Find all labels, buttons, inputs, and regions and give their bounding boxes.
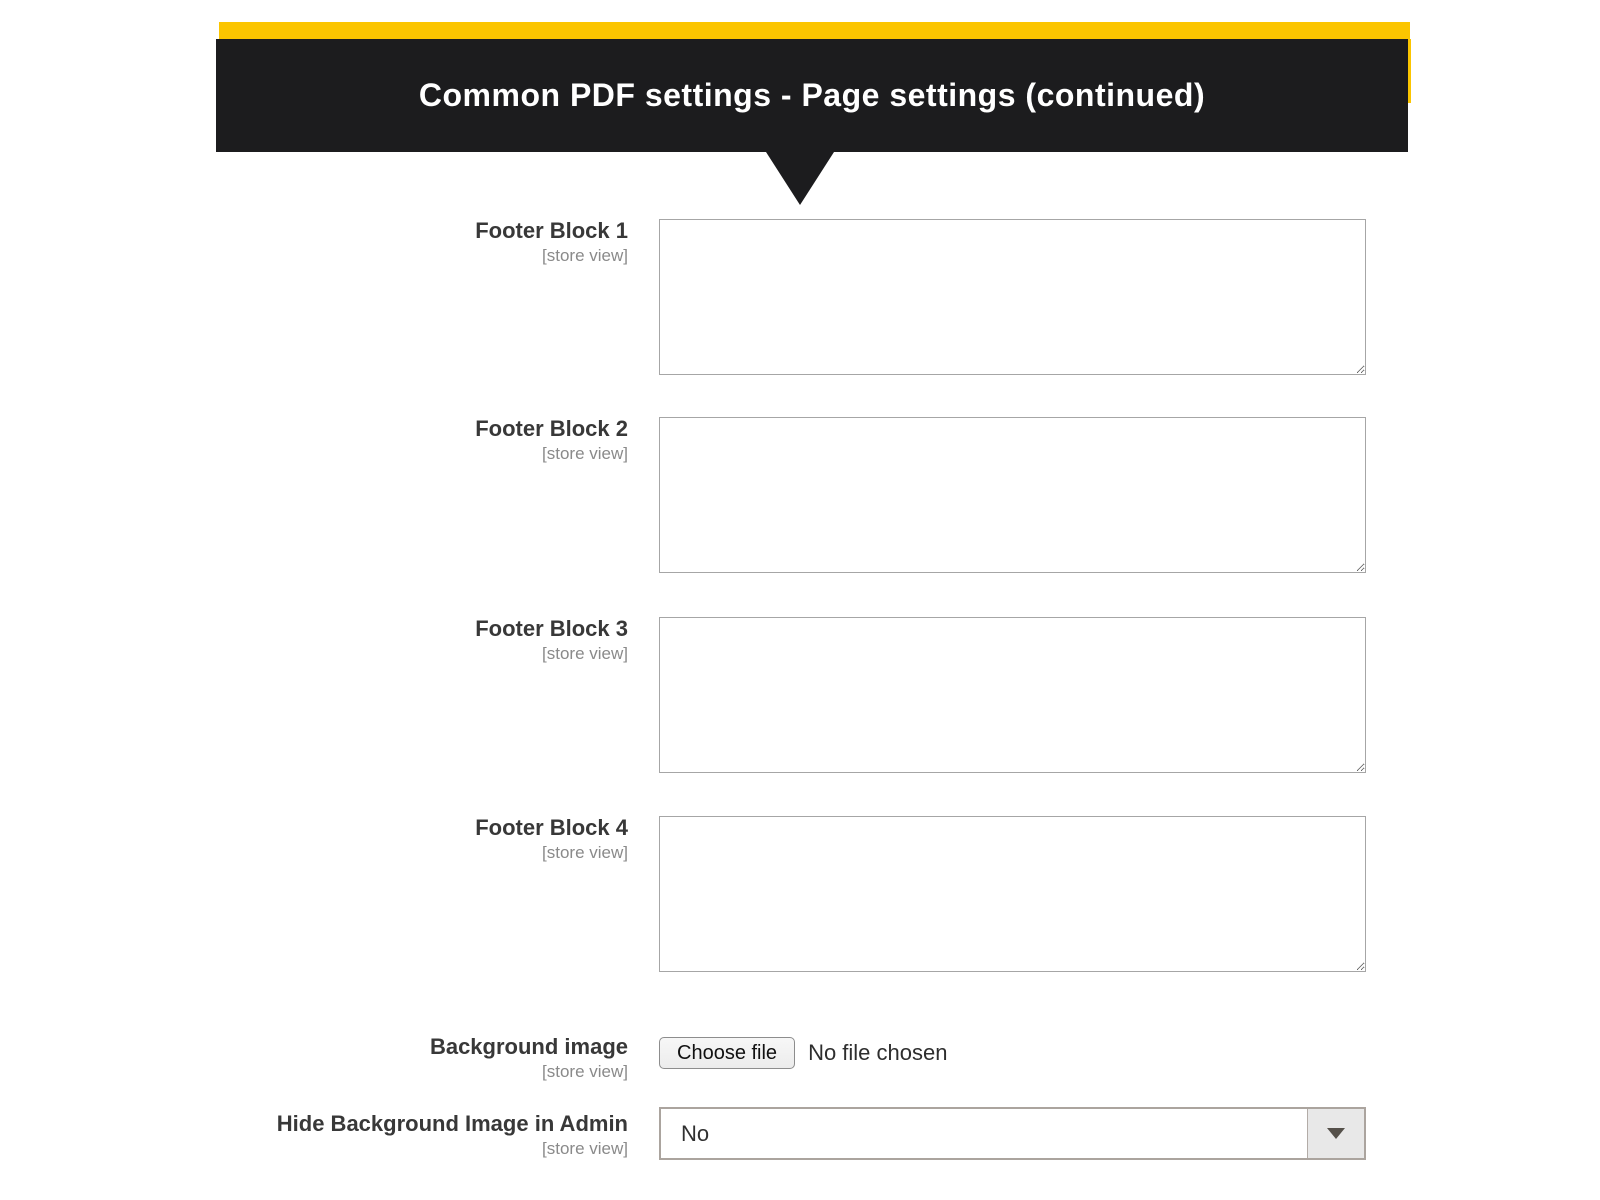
footer-block-2-scope: [store view] <box>542 444 628 463</box>
footer-block-2-label: Footer Block 2 <box>475 416 628 441</box>
hide-bg-image-select[interactable] <box>659 1107 1366 1160</box>
callout-pointer-icon <box>766 152 834 205</box>
select-arrow-zone <box>1307 1109 1364 1158</box>
footer-block-1-scope: [store view] <box>542 246 628 265</box>
footer-block-1-textarea[interactable] <box>659 219 1366 375</box>
footer-block-1-label: Footer Block 1 <box>475 218 628 243</box>
background-image-scope: [store view] <box>542 1062 628 1081</box>
footer-block-1-label-block <box>150 217 628 267</box>
hide-bg-image-scope: [store view] <box>542 1139 628 1158</box>
hide-bg-image-label: Hide Background Image in Admin <box>276 1111 628 1136</box>
footer-block-4-label: Footer Block 4 <box>475 815 628 840</box>
footer-block-4-label-block <box>150 814 628 864</box>
background-image-file-row <box>659 1037 947 1069</box>
choose-file-button[interactable]: Choose file <box>659 1037 795 1069</box>
banner-accent-sliver <box>1408 39 1411 103</box>
file-chosen-status: No file chosen <box>808 1040 948 1065</box>
background-image-label: Background image <box>429 1034 628 1059</box>
footer-block-3-label-block <box>150 615 628 665</box>
banner <box>216 39 1408 152</box>
footer-block-2-label-block <box>150 415 628 465</box>
footer-block-4-textarea[interactable] <box>659 816 1366 972</box>
footer-block-3-label: Footer Block 3 <box>475 616 628 641</box>
hide-bg-image-label-block <box>150 1110 628 1160</box>
hide-bg-image-select-value: No <box>681 1120 710 1146</box>
banner-title: Common PDF settings - Page settings (continued) <box>418 77 1206 113</box>
footer-block-2-textarea[interactable] <box>659 417 1366 573</box>
footer-block-3-scope: [store view] <box>542 644 628 663</box>
footer-block-3-textarea[interactable] <box>659 617 1366 773</box>
caret-down-icon <box>1327 1128 1345 1139</box>
background-image-label-block <box>150 1033 628 1083</box>
banner-accent-bar <box>219 22 1410 39</box>
footer-block-4-scope: [store view] <box>542 843 628 862</box>
